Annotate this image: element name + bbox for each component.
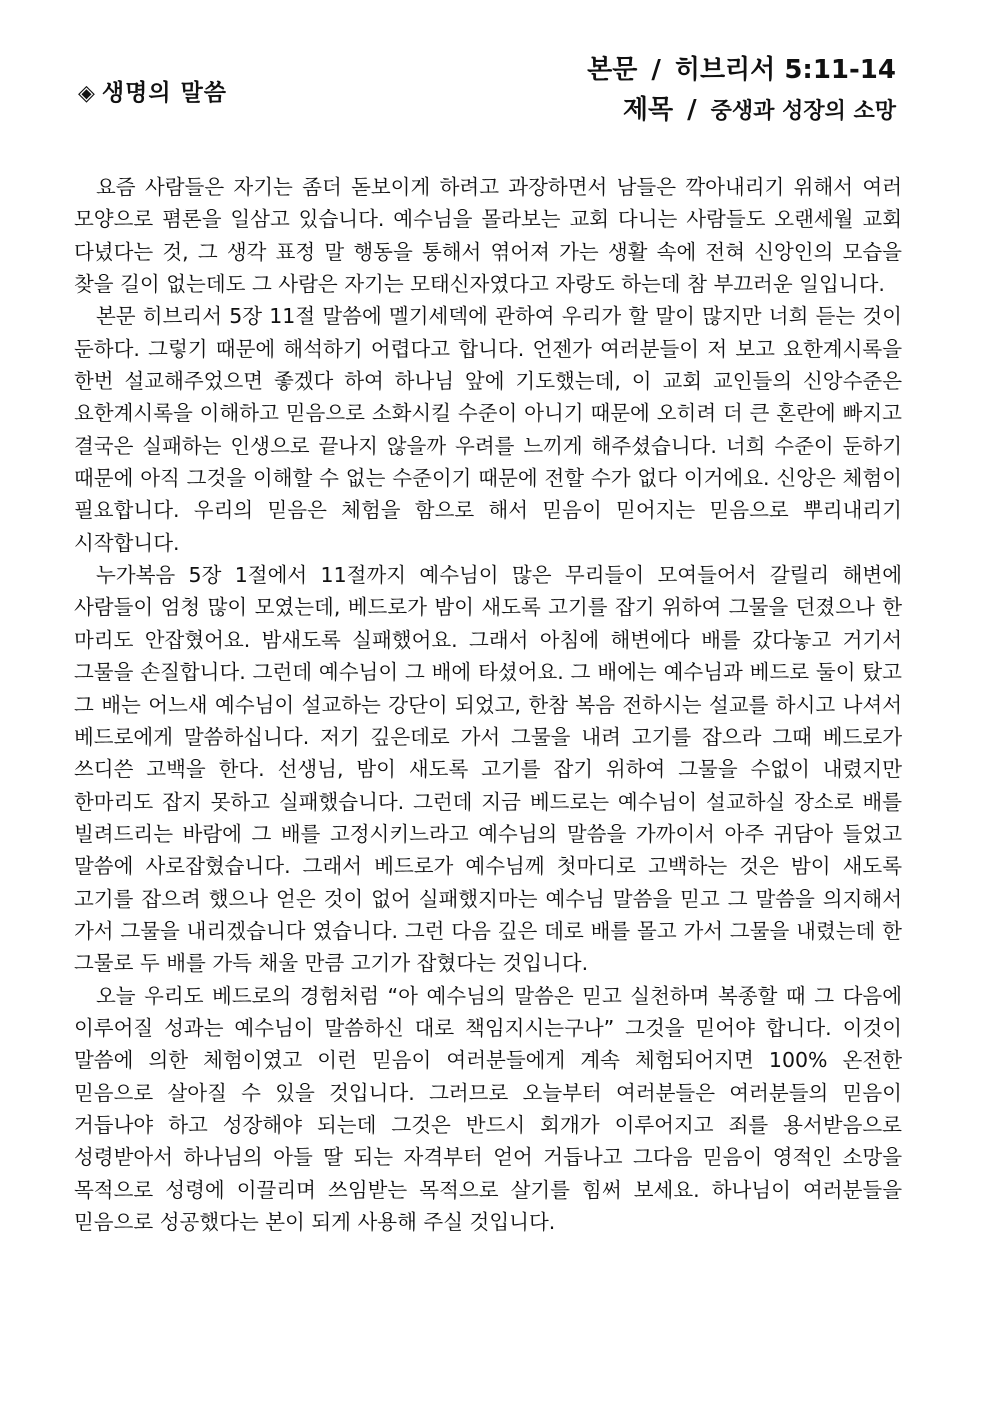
title-separator: / bbox=[687, 95, 697, 125]
scripture-value: 히브리서 5:11-14 bbox=[674, 55, 896, 85]
sermon-body bbox=[74, 171, 902, 1238]
sermon-reference bbox=[587, 50, 896, 130]
title-label: 제목 bbox=[622, 95, 674, 125]
diamond-bullet-icon: ◈ bbox=[78, 81, 96, 106]
title-value: 중생과 성장의 소망 bbox=[710, 99, 896, 124]
paragraph: 본문 히브리서 5장 11절 말씀에 멜기세덱에 관하여 우리가 할 말이 많지만 너희 듣는 것이 둔하다. 그렇기 때문에 해석하기 어렵다고 합니다. 언젠가 여러분들이 저 보고 요한계시록을 한번 설교해주었으면 좋겠다 하여 하나님 앞에 기도했는데, 이 교회 교인들의 신앙수준은 요한계시록을 이해하고 믿음으로 소화시킬 수준이 아니기 때문에 오히려 더 큰 혼란에 빠지고 결국은 실패하는 인생으로 끝나지 않을까 우려를 느끼게 해주셨습니다. 너희 수준이 둔하기 때문에 아직 그것을 이해할 수 없는 수준이기 때문에 전할 수가 없다 이거에요. 신앙은 체험이 필요합니다. 우리의 믿음은 체험을 함으로 해서 믿음이 믿어지는 믿음으로 뿌리내리기 시작합니다. bbox=[74, 304, 902, 555]
scripture-separator: / bbox=[651, 55, 661, 85]
scripture-line bbox=[587, 50, 896, 90]
section-title bbox=[78, 74, 227, 107]
paragraph: 오늘 우리도 베드로의 경험처럼 “아 예수님의 말씀은 믿고 실천하며 복종할 때 그 다음에 이루어질 성과는 예수님이 말씀하신 대로 책임지시는구나” 그것을 믿어야 합니다. 이것이 말씀에 의한 체험이였고 이런 믿음이 여러분들에게 계속 체험되어지면 100% 온전한 믿음으로 살아질 수 있을 것입니다. 그러므로 오늘부터 여러분들은 여러분들의 믿음이 거듭나야 하고 성장해야 되는데 그것은 반드시 회개가 이루어지고 죄를 용서받음으로 성령받아서 하나님의 아들 딸 되는 자격부터 얻어 거듭나고 그다음 믿음이 영적인 소망을 목적으로 성령에 이끌리며 쓰임받는 목적으로 살기를 힘써 보세요. 하나님이 여러분들을 믿음으로 성공했다는 본이 되게 사용해 주실 것입니다. bbox=[74, 983, 902, 1234]
paragraph: 요즘 사람들은 자기는 좀더 돋보이게 하려고 과장하면서 남들은 깍아내리기 위해서 여러 모양으로 폄론을 일삼고 있습니다. 예수님을 몰라보는 교회 다니는 사람들도 오랜세월 교회 다녔다는 것, 그 생각 표정 말 행동을 통해서 엮어져 가는 생활 속에 전혀 신앙인의 모습을 찾을 길이 없는데도 그 사람은 자기는 모태신자였다고 자랑도 하는데 참 부끄러운 일입니다. bbox=[74, 175, 902, 297]
paragraph: 누가복음 5장 1절에서 11절까지 예수님이 많은 무리들이 모여들어서 갈릴리 해변에 사람들이 엄청 많이 모였는데, 베드로가 밤이 새도록 고기를 잡기 위하여 그물을 던졌으나 한 마리도 안잡혔어요. 밤새도록 실패했어요. 그래서 아침에 해변에다 배를 갔다놓고 거기서 그물을 손질합니다. 그런데 예수님이 그 배에 타셨어요. 그 배에는 예수님과 베드로 둘이 탔고 그 배는 어느새 예수님이 설교하는 강단이 되었고, 한참 복음 전하시는 설교를 하시고 나셔서 베드로에게 말씀하십니다. 저기 깊은데로 가서 그물을 내려 고기를 잡으라 그때 베드로가 쓰디쓴 고백을 한다. 선생님, 밤이 새도록 고기를 잡기 위하여 그물을 수없이 내렸지만 한마리도 잡지 못하고 실패했습니다. 그런데 지금 베드로는 예수님이 설교하실 장소로 배를 빌려드리는 바람에 그 배를 고정시키느라고 예수님의 말씀을 가까이서 아주 귀담아 들었고 말씀에 사로잡혔습니다. 그래서 베드로가 예수님께 첫마디로 고백하는 것은 밤이 새도록 고기를 잡으려 했으나 얻은 것이 없어 실패했지마는 예수님 말씀을 믿고 그 말씀을 의지해서 가서 그물을 내리겠습니다 였습니다. 그런 다음 깊은 데로 배를 몰고 가서 그물을 내렸는데 한 그물로 두 배를 가득 채울 만큼 고기가 잡혔다는 것입니다. bbox=[74, 563, 902, 976]
section-title-text: 생명의 말씀 bbox=[101, 80, 228, 106]
title-line bbox=[587, 90, 896, 130]
scripture-label: 본문 bbox=[587, 55, 638, 85]
